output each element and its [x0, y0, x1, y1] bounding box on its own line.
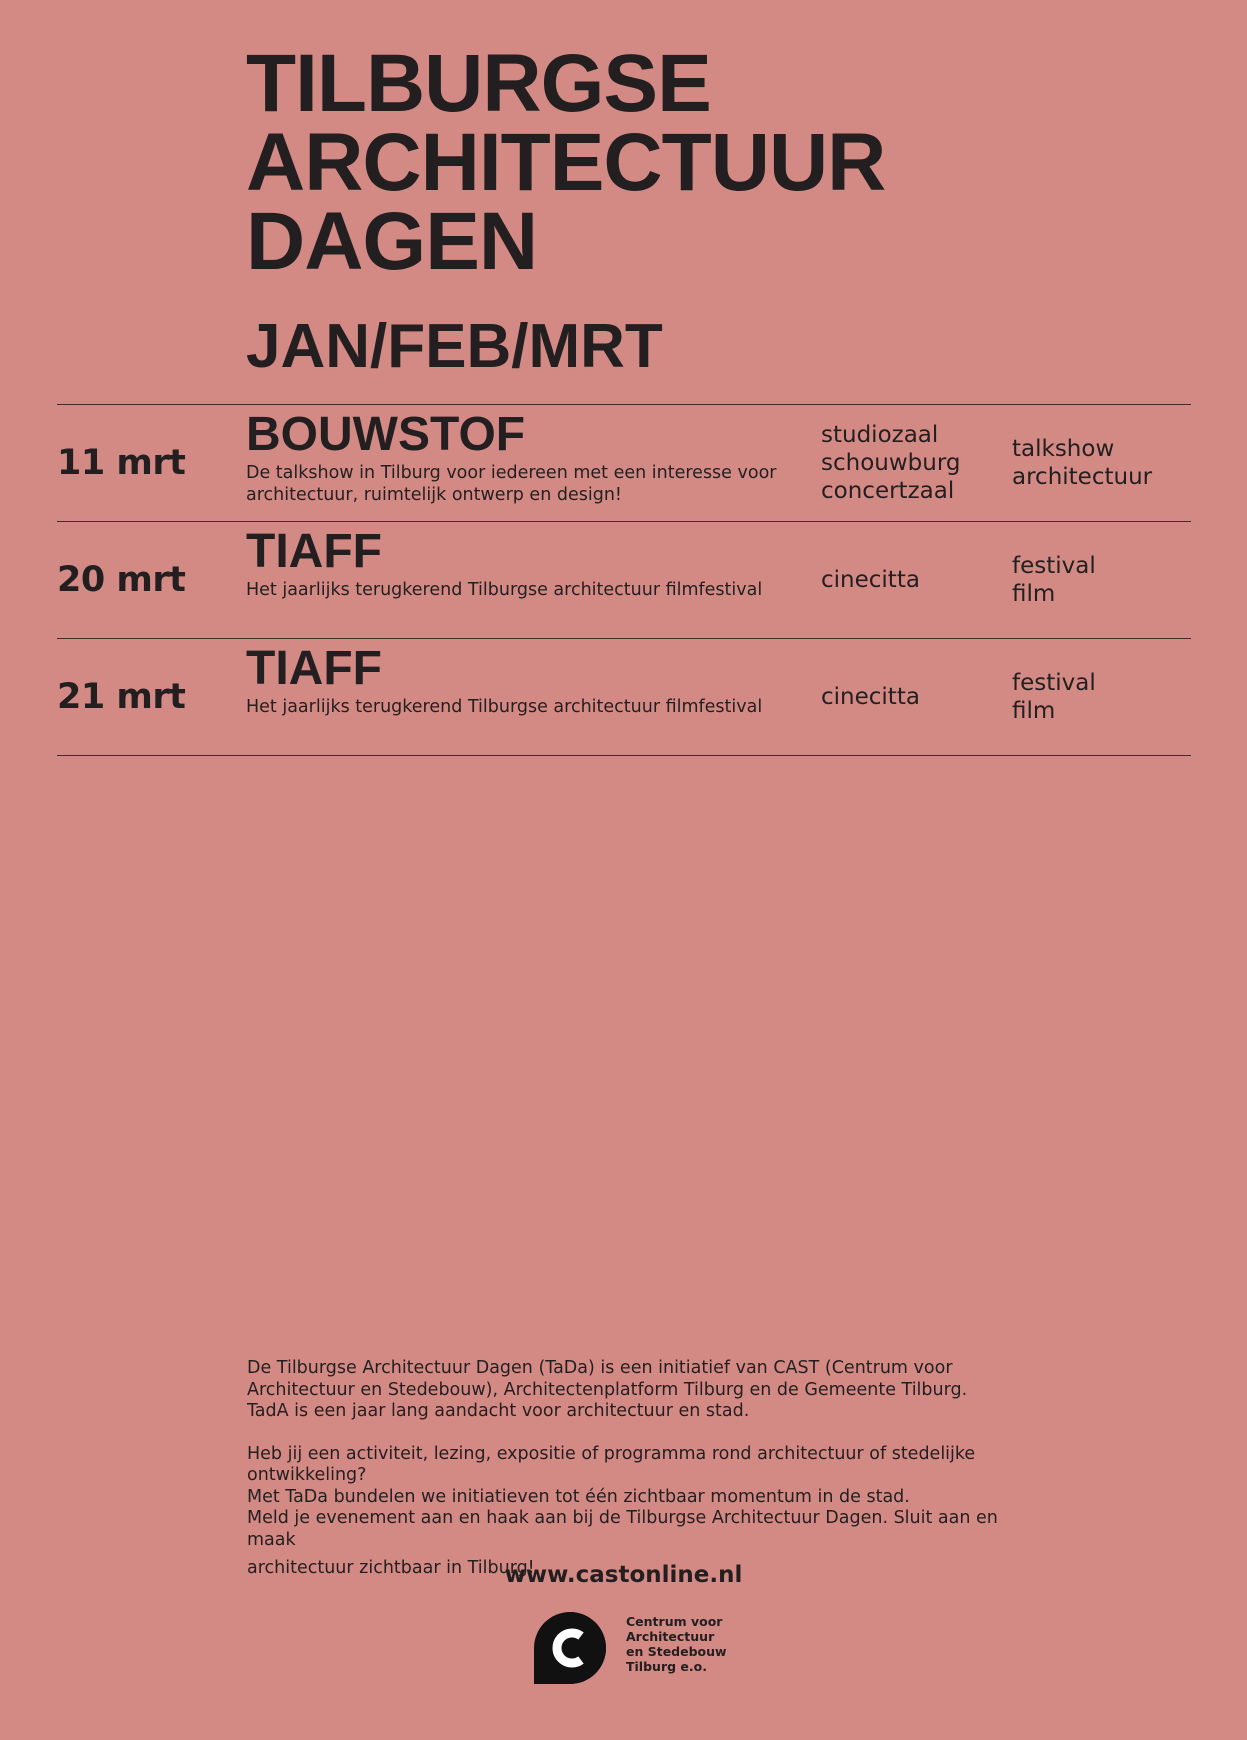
event-tags: festival film: [1012, 670, 1096, 724]
event-row-tiaff-21: [57, 638, 1191, 756]
about-question: Heb jij een activiteit, lezing, expositie of programma rond architectuur of stedelijke ontwikkeling?: [247, 1443, 976, 1485]
event-schedule: [57, 404, 1191, 756]
event-date: 20 mrt: [57, 560, 186, 600]
about-intro: De Tilburgse Architectuur Dagen (TaDa) is een initiatief van CAST (Centrum voor Architectuur en Stedebouw), Architectenplatform Tilburg en de Gemeente Tilburg. TadA is een jaar lang aandacht voor architectuur en stad.: [247, 1358, 968, 1421]
event-description: Het jaarlijks terugkerend Tilburgse architectuur filmfestival: [246, 580, 763, 600]
event-name: BOUWSTOF: [246, 408, 526, 461]
cast-logo: [534, 1612, 727, 1684]
event-description: De talkshow in Tilburg voor iedereen met een interesse voor architectuur, ruimtelijk ontwerp en design!: [246, 463, 777, 505]
about-call: Meld je evenement aan en haak aan bij de Tilburgse Architectuur Dagen. Sluit aan en maak: [247, 1508, 998, 1550]
event-row-tiaff-20: [57, 521, 1191, 638]
event-date: 21 mrt: [57, 677, 186, 717]
event-name: TIAFF: [246, 642, 382, 695]
about-call-to-action: [247, 1444, 1007, 1580]
about-text: [247, 1358, 1007, 1580]
event-date: 11 mrt: [57, 443, 186, 483]
event-description: Het jaarlijks terugkerend Tilburgse architectuur filmfestival: [246, 697, 763, 717]
event-venue: cinecitta: [821, 684, 920, 710]
event-tags: talkshow architectuur: [1012, 436, 1153, 490]
logo-line-1: Centrum voor: [626, 1614, 723, 1629]
logo-line-3: en Stedebouw: [626, 1644, 727, 1659]
about-bundle: Met TaDa bundelen we initiatieven tot één zichtbaar momentum in de stad.: [247, 1486, 910, 1507]
event-info: [246, 410, 806, 506]
logo-line-4: Tilburg e.o.: [626, 1659, 707, 1674]
logo-text: [626, 1614, 727, 1674]
title-line-1: TILBURGSE: [246, 38, 711, 129]
logo-line-2: Architectuur: [626, 1629, 715, 1644]
poster-title: [246, 38, 886, 287]
title-line-2: ARCHITECTUUR: [246, 117, 886, 208]
event-row-bouwstof: [57, 404, 1191, 521]
event-venue: cinecitta: [821, 567, 920, 593]
about-call-end: architectuur zichtbaar in Tilburg!: [247, 1558, 535, 1578]
event-tags: festival film: [1012, 553, 1096, 607]
period-heading: JAN/FEB/MRT: [246, 312, 663, 381]
event-info: [246, 527, 806, 601]
cast-c-logo-icon: [534, 1612, 606, 1684]
event-info: [246, 644, 806, 718]
event-venue: studiozaal schouwburg concertzaal: [821, 422, 961, 504]
event-name: TIAFF: [246, 525, 382, 578]
website-link[interactable]: www.castonline.nl: [504, 1562, 743, 1588]
title-line-3: DAGEN: [246, 196, 538, 287]
